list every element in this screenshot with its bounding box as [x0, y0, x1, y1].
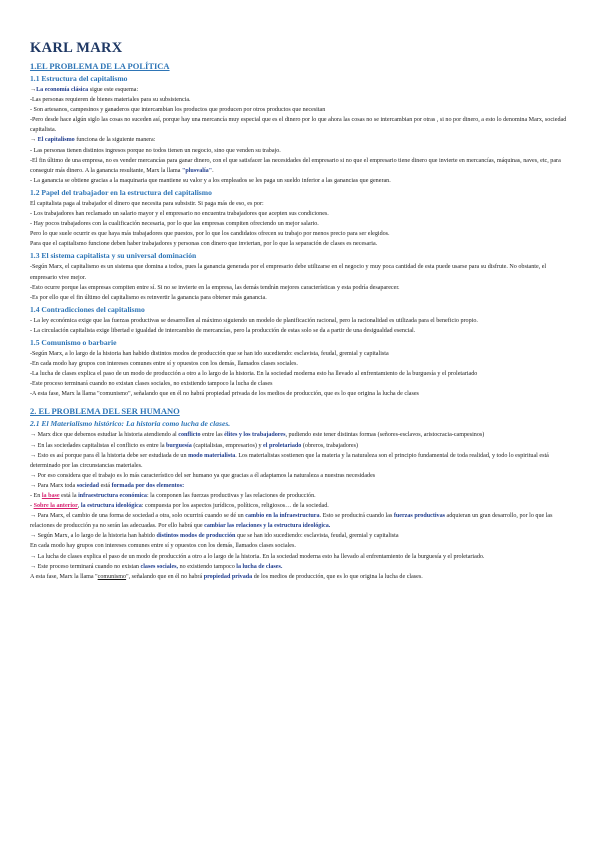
paragraph — [30, 430, 570, 440]
paragraph: → Por eso considera que el trabajo es lo más característico del ser humano ya que gracias a él adaptamos la naturaleza a nuestras necesidades — [30, 472, 376, 479]
section-1-1-heading: 1.1 Estructura del capitalismo — [30, 74, 128, 83]
text: está la — [59, 493, 79, 499]
paragraph — [30, 501, 570, 511]
paragraph — [30, 572, 570, 582]
term: cambiar las relaciones y la estructura ideológica. — [204, 523, 331, 530]
text: . Esto se producirá cuando las — [319, 513, 394, 520]
paragraph: -Según Marx, a lo largo de la historia han habido distintos modos de producción que se han ido sucediendo: esclavista, feudal, gremial y capitalista — [30, 350, 389, 357]
text: está — [99, 482, 112, 489]
term: fuerzas productivas — [393, 513, 446, 520]
term: El capitalismo — [37, 137, 75, 144]
section-1-2-heading: 1.2 Papel del trabajador en la estructura del capitalismo — [30, 187, 212, 197]
text: . — [212, 167, 214, 174]
term: la estructura ideológica — [80, 503, 142, 510]
text: (obreros, trabajadores) — [301, 442, 359, 449]
term: comunismo — [97, 573, 127, 580]
arrow: → — [30, 137, 38, 144]
paragraph: -Según Marx, el capitalismo es un sistema que domina a todos, pues la ganancia generada por el empresario debe utilizarse en el negocio y muy poca cantidad de esta puede usarse para su disfrute. No obstante, el empresario vive mejor. — [30, 264, 547, 281]
arrow: → — [30, 87, 37, 93]
term: cambio en la infraestructura — [245, 513, 320, 520]
document-title: KARL MARX — [30, 40, 123, 56]
paragraph: → La lucha de clases explica el paso de un modo de producción a otro a lo largo de la historia. En la sociedad moderna esto ha llevado al enfrentamiento de la burguesía y el proletariado. — [30, 553, 485, 560]
text: → Para Marx toda — [30, 482, 77, 489]
text: ", señalando que en él no habrá — [126, 573, 204, 580]
text: → Según Marx, a lo largo de la historia han habido — [30, 533, 157, 540]
text: → Marx dice que debemos estudiar la historia atendiendo al — [30, 432, 179, 439]
term: el proletariado — [263, 442, 302, 449]
text: , pudiendo este tener distintas formas (señores-esclavos, aristocracia-campesinos) — [285, 432, 485, 439]
text: - En — [30, 493, 42, 499]
text: funciona de la siguiente manera: — [74, 137, 156, 144]
paragraph — [30, 481, 570, 491]
paragraph: - La ley económica exige que las fuerzas productivas se desarrollen al máximo siguiendo un modelo de planificación racional, pero la racionalidad es utilizada para el beneficio propio. — [30, 317, 478, 324]
term: propiedad privada — [203, 573, 253, 580]
paragraph: -Esto ocurre porque las empresas compiten entre sí. Si no se invierte en la empresa, las demás tendrán mejores características y esta podría desaparecer. — [30, 284, 400, 291]
text: entre las — [200, 432, 225, 439]
text: → Para Marx, el cambio de una forma de sociedad a otra, solo ocurrirá cuando se dé un — [30, 513, 246, 520]
text: -El fin último de una empresa, no es vender mercancías para ganar dinero, con el que satisfacer las necesidades del empresario si no que el empresario tiene dinero que invierte en mercancías, máquinas, naves, etc, para conseguir más dinero. A la ganancia resultante, Marx la llama — [30, 157, 561, 174]
text: que se han ido sucediendo: esclavista, feudal, gremial y capitalista — [235, 533, 399, 540]
text: → En las sociedades capitalistas el conflicto es entre la — [30, 442, 167, 449]
term: "plusvalía" — [181, 167, 213, 174]
paragraph: Para que el capitalismo funcione deben haber trabajadores y personas con dinero que inviertan, por lo que la separación de clases es necesaria. — [30, 241, 378, 248]
text: : compuesta por los aspectos jurídicos, políticos, religiosos… de la sociedad. — [141, 503, 329, 510]
paragraph — [30, 156, 570, 176]
paragraph — [30, 135, 570, 145]
paragraph: - Los trabajadores han reclamado un salario mayor y el empresario no encuentra trabajadores que acepten sus condiciones. — [30, 211, 329, 218]
text: no existiendo tampoco — [178, 563, 237, 570]
term: clases sociales, — [140, 563, 179, 570]
text: , — [77, 503, 81, 510]
text: . Los materialistas sostienen que la materia y la naturaleza son el principio fundamental de toda realidad, y todo lo espiritual está determinado por las circunstancias materiales. — [30, 452, 549, 469]
section-1-heading: 1.EL PROBLEMA DE LA POLÍTICA — [30, 61, 170, 71]
section-1-5-heading: 1.5 Comunismo o barbarie — [30, 337, 117, 347]
paragraph: - Las personas tienen distintos ingresos porque no todos tienen un negocio, sino que venden su trabajo. — [30, 147, 281, 154]
section-1-3-heading: 1.3 El sistema capitalista y su universal dominación — [30, 251, 197, 261]
term: infraestructura económica — [78, 493, 147, 499]
paragraph: -Las personas requieren de bienes materiales para su subsistencia. — [30, 97, 191, 104]
paragraph — [30, 531, 570, 541]
paragraph: -La lucha de clases explica el paso de un modo de producción a otro a lo largo de la historia. En la sociedad moderna esto ha llevado al enfrentamiento de la burguesía y el proletariado — [30, 371, 478, 378]
text: adquieran un gran desarrollo, por lo que las relaciones de producción ya no serán las adecuadas. Por ello habrá que — [30, 513, 553, 530]
paragraph: -Pero desde hace algún siglo las cosas no suceden así, porque hay una mercancía muy especial que es el dinero por lo que ahora las cosas no se intercambian por otras , si no por dinero, a esto lo denomina Marx, sociedad capitalista. — [30, 117, 567, 134]
text: A esta fase, Marx la llama " — [30, 573, 98, 580]
paragraph: Pero lo que suele ocurrir es que haya más trabajadores que puestos, por lo que los candidatos ofrecen su trabajo por menos precio para ser elegidos. — [30, 231, 390, 238]
term: burguesía — [166, 442, 192, 449]
text: → Esto es así porque para él la historia debe ser estudiada de un — [30, 452, 189, 459]
text: de los medios de producción, que es lo que origina la lucha de clases. — [252, 573, 423, 580]
term: élites y los trabajadores — [224, 432, 286, 439]
paragraph — [30, 511, 570, 531]
term: La economía clásica — [36, 87, 89, 93]
highlight-term: la base — [41, 493, 60, 499]
highlight-term: Sobre la anterior — [33, 503, 78, 510]
paragraph: - Son artesanos, campesinos y ganaderos que intercambian los productos que producen por otros productos que necesitan — [30, 107, 326, 114]
text: : la componen las fuerzas productivas y las relaciones de producción. — [146, 493, 316, 499]
paragraph: -En cada modo hay grupos con intereses comunes entre sí y opuestos con los demás, llamados clases sociales. — [30, 361, 298, 368]
paragraph — [30, 562, 570, 572]
term: conflicto — [178, 432, 201, 439]
paragraph: - Hay pocos trabajadores con la cualificación necesaria, por lo que las empresas compiten ofreciendo un mejor salario. — [30, 221, 319, 228]
section-2-heading: 2. EL PROBLEMA DEL SER HUMANO — [30, 406, 180, 417]
text: → Este proceso terminará cuando no existan — [30, 563, 141, 570]
text: (capitalistas, empresarios) y — [191, 442, 264, 449]
text: sigue este esquema: — [88, 87, 139, 93]
paragraph: El capitalista paga al trabajador el dinero que necesita para subsistir. Si paga más de eso, es por: — [30, 200, 264, 207]
section-2-1-heading: 2.1 El Materialismo histórico: La historia como lucha de clases. — [30, 419, 231, 429]
text: - — [30, 503, 34, 510]
paragraph: - La ganancia se obtiene gracias a la maquinaria que mantiene su valor y a los empleados se les paga un sueldo inferior a las ganancias que generan. — [30, 177, 391, 184]
section-1-4-heading: 1.4 Contradicciones del capitalismo — [30, 304, 145, 314]
term: distintos modos de producción — [156, 533, 236, 540]
paragraph — [30, 451, 570, 471]
paragraph: En cada modo hay grupos con intereses comunes entre sí y opuestos con los demás, llamados clases sociales. — [30, 543, 296, 550]
paragraph: - La circulación capitalista exige libertad e igualdad de intercambio de mercancías, pero la producción de estas solo se da a partir de una desigualdad esencial. — [30, 327, 416, 334]
term: formada por dos elementos: — [111, 482, 185, 489]
paragraph — [30, 85, 570, 95]
paragraph: -Es por ello que el fin último del capitalismo es reinvertir la ganancia para obtener más ganancia. — [30, 294, 267, 301]
term: modo materialista — [188, 452, 236, 459]
paragraph — [30, 491, 570, 501]
paragraph — [30, 441, 570, 451]
paragraph: -Este proceso terminará cuando no existan clases sociales, no existiendo tampoco la lucha de clases — [30, 381, 273, 388]
term: la lucha de clases. — [236, 563, 283, 570]
term: sociedad — [76, 482, 100, 489]
paragraph: -A esta fase, Marx la llama "comunismo", señalando que en él no habrá propiedad privada de los medios de producción, que es lo que origina la lucha de clases — [30, 391, 419, 398]
